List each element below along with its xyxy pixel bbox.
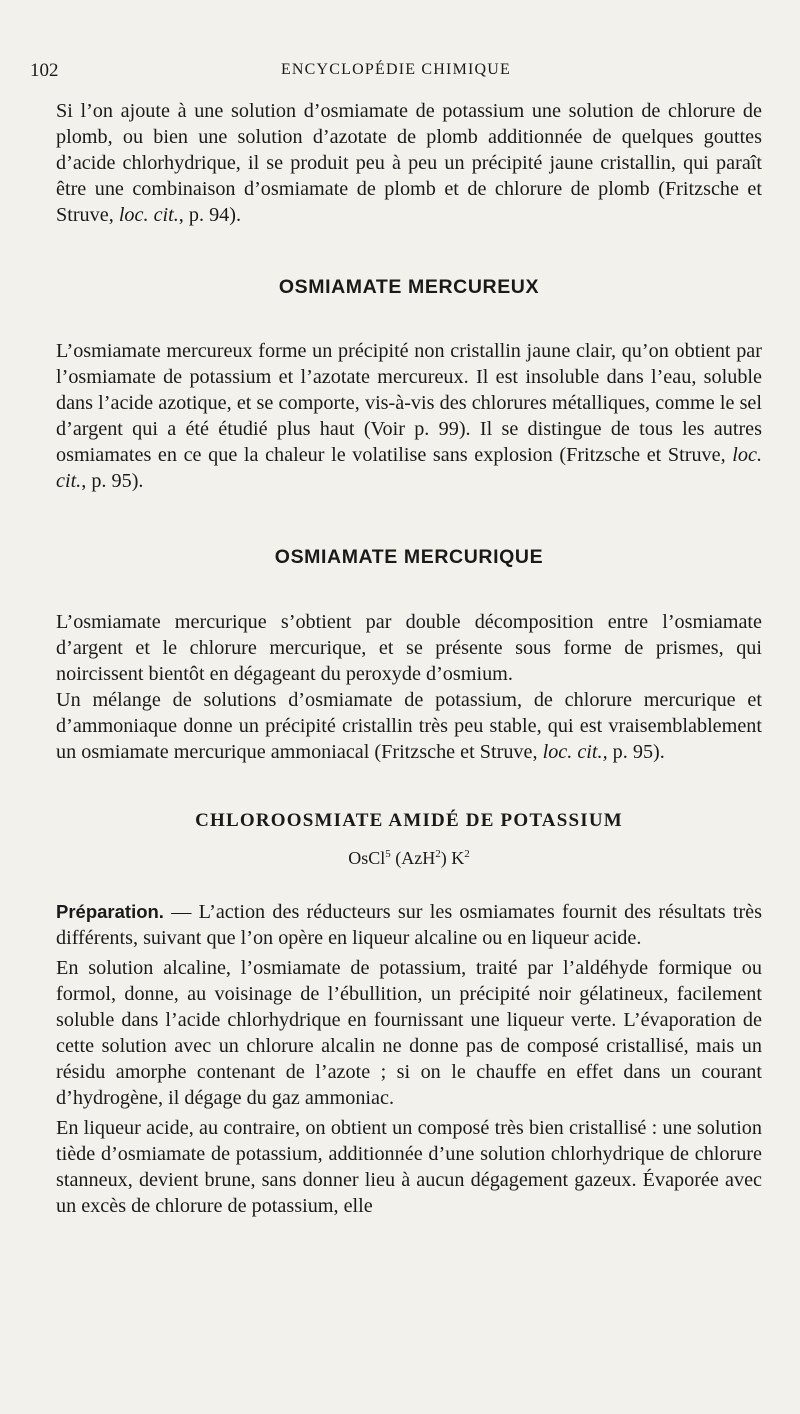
heading-osmiamate-mercurique: OSMIAMATE MERCURIQUE [274,546,544,568]
paragraph-text: L’osmiamate mercureux forme un précipité non cristallin jaune clair, qu’on obtient par l’osmiamate de potassium et l’azotate mercureux. Il est insoluble dans l’eau, soluble dans l’acide azotique, et se comporte, vis-à-vis des chlorures métalliques, comme le sel d’argent qui a été étudié plus haut (Voir p. 99). Il se distingue de tous les autres osmiamates en ce que la chaleur le volatilise sans explosion (Fritzsche et Struve, [56,340,762,466]
paragraph-text-end: , p. 94). [178,204,242,226]
paragraph-text: Un mélange de solutions d’osmiamate de potassium, de chlorure mercurique et d’ammoniaque donne un précipité cristallin très peu stable, qui est vraisemblablement un osmiamate mercurique ammoniacal (Fritzsche et Struve, [56,689,762,763]
running-title: ENCYCLOPÉDIE CHIMIQUE [280,61,512,78]
running-head [30,60,762,86]
paragraph-mercurique: L’osmiamate mercurique s’obtient par double décomposition entre l’osmiamate d’argent et le chlorure mercurique, et se présente sous forme de prismes, qui noircissent bientôt en dégageant du peroxyde d’osmium. [56,611,762,685]
citation: loc. cit. [118,204,179,226]
page-number: 102 [30,60,59,81]
formula-sup: 2 [464,848,470,860]
paragraph-solution-alcaline: En solution alcaline, l’osmiamate de potassium, traité par l’aldéhyde formique ou formol, donne, au voisinage de l’ébullition, un précipité noir gélatineux, facilement soluble dans l’acide chlorhydrique en fournissant une liqueur verte. L’évaporation de cette solution avec un chlorure alcalin ne donne pas de composé cristallisé, mais un résidu amorphe contenant de l’azote ; si on le chauffe en effet dans un courant d’hydrogène, il dégage du gaz ammoniac. [56,957,762,1109]
paragraph-text-end: , p. 95). [81,470,144,492]
paragraph-text-end: p. 95). [607,741,665,763]
formula-sup: 5 [385,848,391,860]
paragraph-text: — L’action des réducteurs sur les osmiamates fournit des résultats très différents, suivant que l’on opère en liqueur alcaline ou en liqueur acide. [56,901,762,949]
citation: loc. cit. [56,444,762,492]
formula-part: OsCl [348,848,386,868]
paragraph-mercurique-ammoniacal [56,687,762,765]
paragraph-liqueur-acide: En liqueur acide, au contraire, on obtient un composé très bien cristallisé : une solution tiède d’osmiamate de potassium, additionnée d’une solution chlorhydrique de chlorure stanneux, devient brune, sans donner lieu à aucun dégagement gazeux. Évaporée avec un excès de chlorure de potassium, elle [56,1117,762,1217]
paragraph-preparation [56,899,762,951]
paragraph-lead-precipitate [56,98,762,228]
paragraph-text: Si l’on ajoute à une solution d’osmiamate de potassium une solution de chlorure de plomb, ou bien une solution d’azotate de plomb additionnée de quelques gouttes d’acide chlorhydrique, il se produit peu à peu un précipité jaune cristallin, qui paraît être une combinaison d’osmiamate de plomb et de chlorure de plomb (Fritzsche et Struve, [56,100,762,226]
citation: loc. cit., [542,741,608,763]
paragraph-mercureux [56,338,762,494]
heading-osmiamate-mercureux: OSMIAMATE MERCUREUX [278,276,540,298]
paragraph-lead-term: Préparation. [56,901,164,922]
formula-part: (AzH [390,848,436,868]
formula-part: ) K [440,848,465,868]
heading-chloroosmiate: CHLOROOSMIATE AMIDÉ DE POTASSIUM [195,810,623,831]
formula-sup: 2 [435,848,441,860]
body-text [56,98,762,1219]
chemical-formula [56,848,762,869]
